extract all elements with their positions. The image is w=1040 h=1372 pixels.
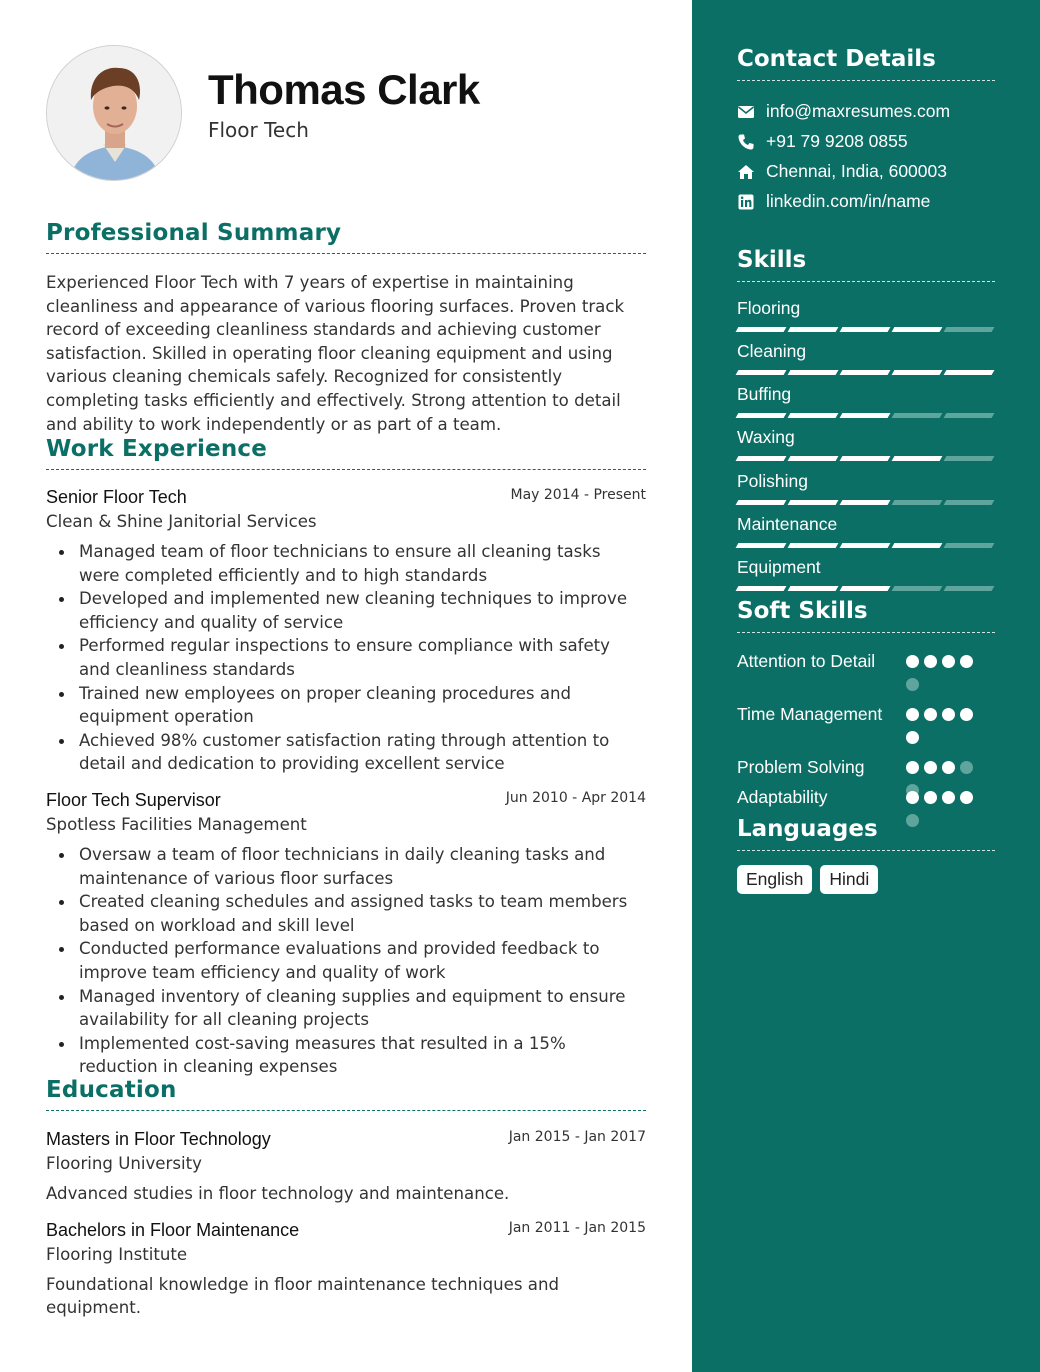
soft-skill-problem xyxy=(737,756,997,779)
skill-label: Polishing xyxy=(737,471,809,491)
skill-level-segment xyxy=(892,327,943,332)
skill-level-segment xyxy=(944,370,995,375)
soft-skill-attention xyxy=(737,650,997,673)
skill-level-segment xyxy=(944,456,995,461)
job-company: Spotless Facilities Management xyxy=(46,815,307,834)
rating-dot xyxy=(906,708,919,721)
skill-level-segment xyxy=(892,413,943,418)
skill-level-segment xyxy=(840,370,891,375)
skill-level-segment xyxy=(736,370,787,375)
list-item: Created cleaning schedules and assigned tasks to team members based on workload and skill level xyxy=(46,890,646,937)
skill-level-bar xyxy=(737,500,993,505)
soft-skill-label: Attention to Detail xyxy=(737,651,876,671)
job-title: Senior Floor Tech xyxy=(46,487,187,507)
envelope-icon xyxy=(737,103,755,121)
skill-level-segment xyxy=(788,413,839,418)
profile-photo xyxy=(47,46,182,181)
skill-level-segment xyxy=(892,456,943,461)
linkedin-icon xyxy=(737,193,755,211)
list-item: Conducted performance evaluations and provided feedback to improve team efficiency and quality of work xyxy=(46,937,646,984)
job-entry xyxy=(46,487,646,776)
skill-level-segment xyxy=(840,543,891,548)
skill-level-segment xyxy=(736,500,787,505)
phone-icon xyxy=(737,133,755,151)
skills-heading: Skills xyxy=(737,247,995,282)
degree-title: Bachelors in Floor Maintenance xyxy=(46,1220,300,1240)
skill-level-bar xyxy=(737,370,993,375)
summary-text: Experienced Floor Tech with 7 years of expertise in maintaining cleanliness and appearance of various flooring surfaces. Proven track record of exceeding cleanliness standards and achieving customer satisfaction. Skilled in operating floor cleaning equipment and using various cleaning chemicals safely. Recognized for consistently completing tasks efficiently and effectively. Strong attention to detail and ability to work independently or as part of a team. xyxy=(46,273,625,434)
degree-title: Masters in Floor Technology xyxy=(46,1129,271,1149)
skill-level-segment xyxy=(892,586,943,591)
rating-dot xyxy=(924,761,937,774)
skill-level-bar xyxy=(737,327,993,332)
list-item: Managed team of floor technicians to ensure all cleaning tasks were completed efficiently and to high standards xyxy=(46,540,646,587)
skill-level-segment xyxy=(788,327,839,332)
list-item: Performed regular inspections to ensure compliance with safety and cleanliness standards xyxy=(46,634,646,681)
skill-level-segment xyxy=(840,413,891,418)
soft-skill-rating xyxy=(906,655,986,691)
skill-level-segment xyxy=(944,327,995,332)
list-item: Trained new employees on proper cleaning procedures and equipment operation xyxy=(46,682,646,729)
contact-phone[interactable] xyxy=(737,131,908,152)
skill-label: Buffing xyxy=(737,384,792,404)
skill-level-segment xyxy=(788,586,839,591)
list-item: Achieved 98% customer satisfaction rating through attention to detail and dedication to providing excellent service xyxy=(46,729,646,776)
skill-level-segment xyxy=(788,456,839,461)
skill-level-segment xyxy=(840,327,891,332)
skill-level-bar xyxy=(737,543,993,548)
skill-level-segment xyxy=(840,456,891,461)
skill-item xyxy=(737,427,993,461)
skill-label: Maintenance xyxy=(737,514,838,534)
education-date: Jan 2015 - Jan 2017 xyxy=(508,1129,646,1145)
job-company: Clean & Shine Janitorial Services xyxy=(46,512,317,531)
rating-dot xyxy=(942,708,955,721)
skill-level-segment xyxy=(944,586,995,591)
contact-heading: Contact Details xyxy=(737,46,995,81)
job-entry xyxy=(46,790,646,1079)
avatar xyxy=(46,45,182,181)
languages-list xyxy=(737,865,878,894)
skill-level-bar xyxy=(737,586,993,591)
skill-level-segment xyxy=(944,413,995,418)
skill-item xyxy=(737,341,993,375)
contact-email[interactable] xyxy=(737,101,950,122)
soft-skill-label: Time Management xyxy=(737,704,883,724)
candidate-name: Thomas Clark xyxy=(208,66,480,113)
skill-level-segment xyxy=(736,327,787,332)
skill-label: Waxing xyxy=(737,427,795,447)
rating-dot xyxy=(906,678,919,691)
contact-email-text: info@maxresumes.com xyxy=(766,101,951,121)
school-name: Flooring University xyxy=(46,1154,202,1173)
skill-level-segment xyxy=(892,500,943,505)
list-item: Oversaw a team of floor technicians in daily cleaning tasks and maintenance of various floor surfaces xyxy=(46,843,646,890)
skill-level-segment xyxy=(736,543,787,548)
job-bullets xyxy=(46,540,646,776)
soft-skill-adaptability xyxy=(737,786,997,809)
languages-heading: Languages xyxy=(737,816,995,851)
rating-dot xyxy=(942,761,955,774)
contact-address-text: Chennai, India, 600003 xyxy=(766,161,947,181)
rating-dot xyxy=(906,761,919,774)
rating-dot xyxy=(906,791,919,804)
rating-dot xyxy=(960,761,973,774)
rating-dot xyxy=(906,731,919,744)
contact-linkedin[interactable] xyxy=(737,191,930,212)
rating-dot xyxy=(924,655,937,668)
soft-skill-label: Problem Solving xyxy=(737,757,865,777)
education-heading: Education xyxy=(46,1077,646,1111)
skill-level-segment xyxy=(840,500,891,505)
skill-label: Flooring xyxy=(737,298,801,318)
skill-level-segment xyxy=(736,456,787,461)
list-item: Managed inventory of cleaning supplies and equipment to ensure availability for all cleaning projects xyxy=(46,985,646,1032)
education-description: Foundational knowledge in floor maintenance techniques and equipment. xyxy=(46,1275,560,1317)
soft-skill-label: Adaptability xyxy=(737,787,828,807)
skill-level-segment xyxy=(840,586,891,591)
sidebar xyxy=(692,0,1040,1372)
rating-dot xyxy=(924,708,937,721)
skill-label: Cleaning xyxy=(737,341,807,361)
rating-dot xyxy=(960,655,973,668)
rating-dot xyxy=(906,655,919,668)
skill-level-segment xyxy=(788,543,839,548)
skill-level-segment xyxy=(736,586,787,591)
skill-level-segment xyxy=(892,370,943,375)
skill-level-segment xyxy=(944,500,995,505)
job-title: Floor Tech Supervisor xyxy=(46,790,221,810)
skill-level-segment xyxy=(788,500,839,505)
skill-level-segment xyxy=(736,413,787,418)
skill-item xyxy=(737,557,993,591)
job-date: Jun 2010 - Apr 2014 xyxy=(505,790,646,806)
experience-heading: Work Experience xyxy=(46,436,646,470)
language-tag: Hindi xyxy=(820,865,878,894)
job-bullets xyxy=(46,843,646,1079)
contact-address xyxy=(737,161,947,182)
language-tag: English xyxy=(737,865,812,894)
summary-heading: Professional Summary xyxy=(46,220,646,254)
education-description: Advanced studies in floor technology and maintenance. xyxy=(46,1184,510,1203)
soft-skill-time xyxy=(737,703,997,726)
rating-dot xyxy=(942,655,955,668)
contact-phone-text: +91 79 9208 0855 xyxy=(766,131,908,151)
skill-item xyxy=(737,471,993,505)
skill-level-bar xyxy=(737,413,993,418)
rating-dot xyxy=(924,791,937,804)
candidate-title: Floor Tech xyxy=(208,118,309,142)
school-name: Flooring Institute xyxy=(46,1245,188,1264)
contact-linkedin-text: linkedin.com/in/name xyxy=(766,191,931,211)
rating-dot xyxy=(960,708,973,721)
skill-label: Equipment xyxy=(737,557,821,577)
education-date: Jan 2011 - Jan 2015 xyxy=(508,1220,646,1236)
job-date: May 2014 - Present xyxy=(510,487,646,503)
rating-dot xyxy=(942,791,955,804)
education-entry xyxy=(46,1129,646,1205)
skill-level-segment xyxy=(944,543,995,548)
skill-item xyxy=(737,384,993,418)
skill-level-segment xyxy=(788,370,839,375)
rating-dot xyxy=(960,791,973,804)
skill-item xyxy=(737,514,993,548)
skill-level-bar xyxy=(737,456,993,461)
skill-item xyxy=(737,298,993,332)
list-item: Implemented cost-saving measures that resulted in a 15% reduction in cleaning expenses xyxy=(46,1032,646,1079)
soft-skill-rating xyxy=(906,708,986,744)
education-entry xyxy=(46,1220,646,1319)
skill-level-segment xyxy=(892,543,943,548)
home-icon xyxy=(737,163,755,181)
list-item: Developed and implemented new cleaning techniques to improve efficiency and quality of service xyxy=(46,587,646,634)
soft-skills-heading: Soft Skills xyxy=(737,598,995,633)
